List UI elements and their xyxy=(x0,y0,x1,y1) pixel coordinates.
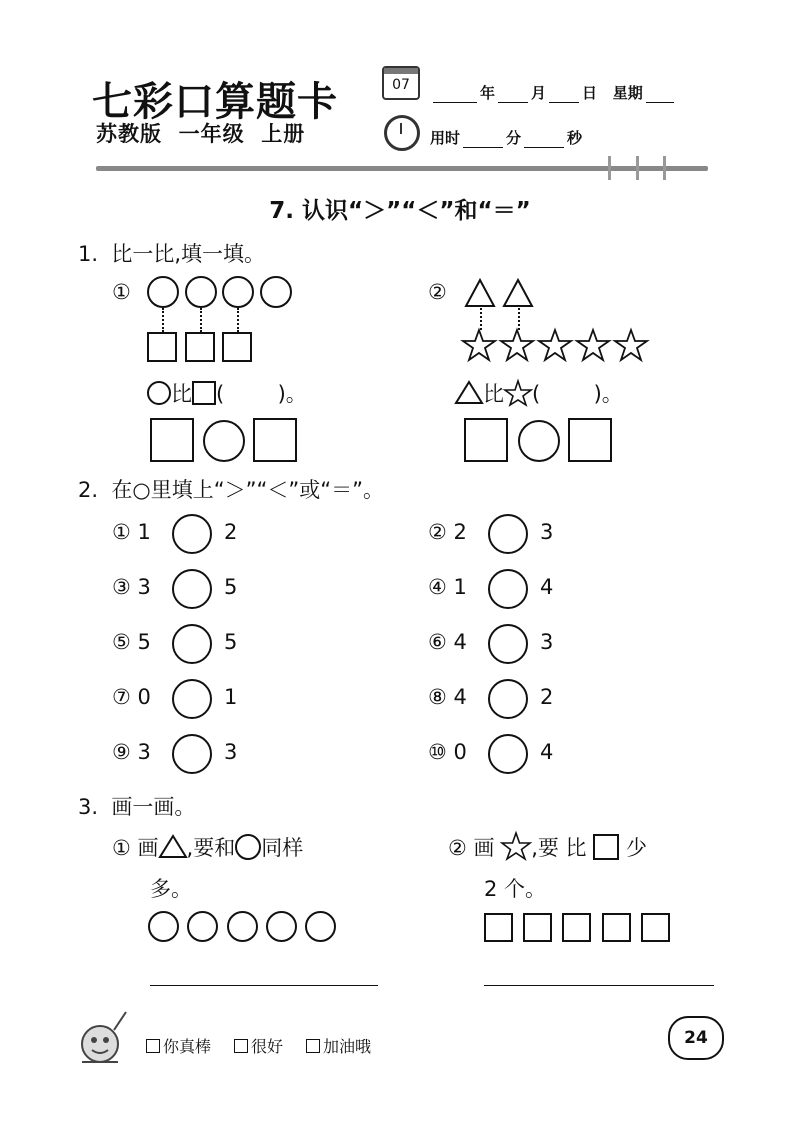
item-number: ⑩ xyxy=(428,740,447,764)
rating-label: 很好 xyxy=(251,1037,284,1056)
item-number: ⑥ xyxy=(428,630,447,654)
circle-icon xyxy=(260,276,292,308)
q3a-line1 xyxy=(112,832,303,862)
rating-good[interactable] xyxy=(234,1034,283,1057)
star-row xyxy=(462,328,652,362)
circle-icon xyxy=(147,276,179,308)
q1b-number: ② xyxy=(428,280,447,304)
left-number: 5 xyxy=(137,630,151,654)
compare-circle[interactable] xyxy=(488,569,528,609)
checkbox[interactable] xyxy=(234,1039,248,1053)
circle-icon xyxy=(185,276,217,308)
lesson-title: 7. 认识“＞”“＜”和“＝” xyxy=(269,198,531,224)
q2-item-2 xyxy=(428,520,467,544)
binder-clip xyxy=(636,156,639,180)
compare-word: 比 xyxy=(483,382,504,406)
weekday-label: 星期 xyxy=(612,84,643,102)
rating-excellent[interactable] xyxy=(146,1034,211,1057)
compare-circle[interactable] xyxy=(488,679,528,719)
compare-circle[interactable] xyxy=(172,734,212,774)
left-number: 1 xyxy=(453,575,467,599)
answer-paren: ( )。 xyxy=(532,382,623,406)
right-number: 5 xyxy=(224,575,238,599)
second-label: 秒 xyxy=(567,129,583,147)
star-icon xyxy=(501,330,533,360)
triangle-row xyxy=(464,276,544,310)
answer-circle[interactable] xyxy=(203,420,245,462)
q1a-sentence xyxy=(147,378,307,408)
q3a-line2: 多。 xyxy=(150,877,192,901)
item-number: ④ xyxy=(428,575,447,599)
q3b-line1 xyxy=(448,832,647,862)
right-number: 3 xyxy=(224,740,238,764)
left-number: 3 xyxy=(137,575,151,599)
square-icon xyxy=(562,913,591,942)
edition-label: 苏教版 一年级 上册 xyxy=(96,122,306,146)
q3b-line2: 2 个。 xyxy=(484,877,547,901)
star-icon xyxy=(504,380,532,406)
right-number: 2 xyxy=(224,520,238,544)
triangle-icon xyxy=(466,280,494,306)
q2-item-9 xyxy=(112,740,151,764)
square-icon xyxy=(192,381,216,405)
circle-icon xyxy=(187,911,218,942)
answer-box[interactable] xyxy=(150,418,194,462)
item-number: ② xyxy=(428,520,447,544)
answer-paren: ( )。 xyxy=(216,382,307,406)
compare-circle[interactable] xyxy=(172,569,212,609)
right-number: 1 xyxy=(224,685,238,709)
star-icon xyxy=(539,330,571,360)
binder-clip xyxy=(663,156,666,180)
circle-icon xyxy=(227,911,258,942)
q2-item-10 xyxy=(428,740,467,764)
match-line xyxy=(480,308,482,330)
rating-label: 加油哦 xyxy=(323,1037,372,1056)
circle-icon xyxy=(147,381,171,405)
triangle-icon xyxy=(455,380,483,404)
triangle-icon xyxy=(504,280,532,306)
instruction-text: 同样 xyxy=(261,836,304,860)
square-icon xyxy=(484,913,513,942)
right-number: 5 xyxy=(224,630,238,654)
left-number: 2 xyxy=(453,520,467,544)
compare-circle[interactable] xyxy=(172,624,212,664)
q2-item-6 xyxy=(428,630,467,654)
item-number: ③ xyxy=(112,575,131,599)
question-3-heading: 3. 画一画。 xyxy=(78,795,196,819)
circle-icon xyxy=(305,911,336,942)
question-1-heading: 1. 比一比,填一填。 xyxy=(78,242,266,266)
right-number: 2 xyxy=(540,685,554,709)
q1b-sentence xyxy=(455,378,623,408)
answer-box[interactable] xyxy=(568,418,612,462)
compare-circle[interactable] xyxy=(172,679,212,719)
day-label: 日 xyxy=(582,84,598,102)
left-number: 0 xyxy=(453,740,467,764)
q2-item-3 xyxy=(112,575,151,599)
right-number: 4 xyxy=(540,575,554,599)
item-number: ⑦ xyxy=(112,685,131,709)
month-label: 月 xyxy=(531,84,547,102)
match-line xyxy=(162,308,164,332)
logo: 七彩口算题卡 xyxy=(92,78,338,125)
circle-icon xyxy=(235,834,261,860)
square-icon xyxy=(147,332,177,362)
circle-icon xyxy=(222,276,254,308)
right-number: 3 xyxy=(540,630,554,654)
left-number: 0 xyxy=(137,685,151,709)
rating-label: 你真棒 xyxy=(163,1037,212,1056)
item-number: ⑨ xyxy=(112,740,131,764)
item-number: ⑤ xyxy=(112,630,131,654)
match-line xyxy=(200,308,202,332)
cartoon-mascot-icon xyxy=(70,1006,134,1070)
answer-box[interactable] xyxy=(253,418,297,462)
question-2-heading: 2. 在○里填上“＞”“＜”或“＝”。 xyxy=(78,478,384,502)
q2-item-1 xyxy=(112,520,151,544)
drawing-line[interactable] xyxy=(484,985,714,986)
page-number: 24 xyxy=(668,1016,724,1060)
right-number: 3 xyxy=(540,520,554,544)
square-icon xyxy=(593,834,619,860)
clock-icon xyxy=(384,115,420,151)
square-icon xyxy=(185,332,215,362)
rating-keep-going[interactable] xyxy=(306,1034,371,1057)
answer-box[interactable] xyxy=(464,418,508,462)
minute-label: 分 xyxy=(506,129,522,147)
square-icon xyxy=(641,913,670,942)
instruction-text: 少 xyxy=(625,836,647,860)
compare-word: 比 xyxy=(171,382,192,406)
star-icon xyxy=(501,832,531,860)
compare-circle[interactable] xyxy=(488,624,528,664)
time-used-label: 用时 xyxy=(430,129,461,147)
star-icon xyxy=(463,330,495,360)
right-number: 4 xyxy=(540,740,554,764)
drawing-line[interactable] xyxy=(150,985,378,986)
triangle-icon xyxy=(159,834,187,858)
item-number: ① xyxy=(112,520,131,544)
star-icon xyxy=(615,330,647,360)
left-number: 4 xyxy=(453,685,467,709)
square-icon xyxy=(602,913,631,942)
calendar-icon: 07 xyxy=(382,66,420,100)
compare-circle[interactable] xyxy=(172,514,212,554)
instruction-text: ,要 比 xyxy=(531,836,587,860)
header-rule xyxy=(96,166,708,171)
left-number: 1 xyxy=(137,520,151,544)
item-number: ① xyxy=(112,836,131,860)
circle-icon xyxy=(266,911,297,942)
square-icon xyxy=(523,913,552,942)
compare-circle[interactable] xyxy=(488,514,528,554)
square-icon xyxy=(222,332,252,362)
instruction-text: 画 xyxy=(137,836,159,860)
compare-circle[interactable] xyxy=(488,734,528,774)
left-number: 3 xyxy=(137,740,151,764)
checkbox[interactable] xyxy=(146,1039,160,1053)
binder-clip xyxy=(608,156,611,180)
answer-circle[interactable] xyxy=(518,420,560,462)
q1a-number: ① xyxy=(112,280,131,304)
left-number: 4 xyxy=(453,630,467,654)
q2-item-5 xyxy=(112,630,151,654)
date-line xyxy=(430,82,677,103)
instruction-text: 画 xyxy=(473,836,495,860)
q2-item-4 xyxy=(428,575,467,599)
match-line xyxy=(518,308,520,330)
q2-item-8 xyxy=(428,685,467,709)
time-line xyxy=(430,127,582,148)
year-label: 年 xyxy=(480,84,496,102)
checkbox[interactable] xyxy=(306,1039,320,1053)
item-number: ⑧ xyxy=(428,685,447,709)
star-icon xyxy=(577,330,609,360)
q2-item-7 xyxy=(112,685,151,709)
circle-icon xyxy=(148,911,179,942)
instruction-text: ,要和 xyxy=(186,836,236,860)
match-line xyxy=(237,308,239,332)
item-number: ② xyxy=(448,836,467,860)
